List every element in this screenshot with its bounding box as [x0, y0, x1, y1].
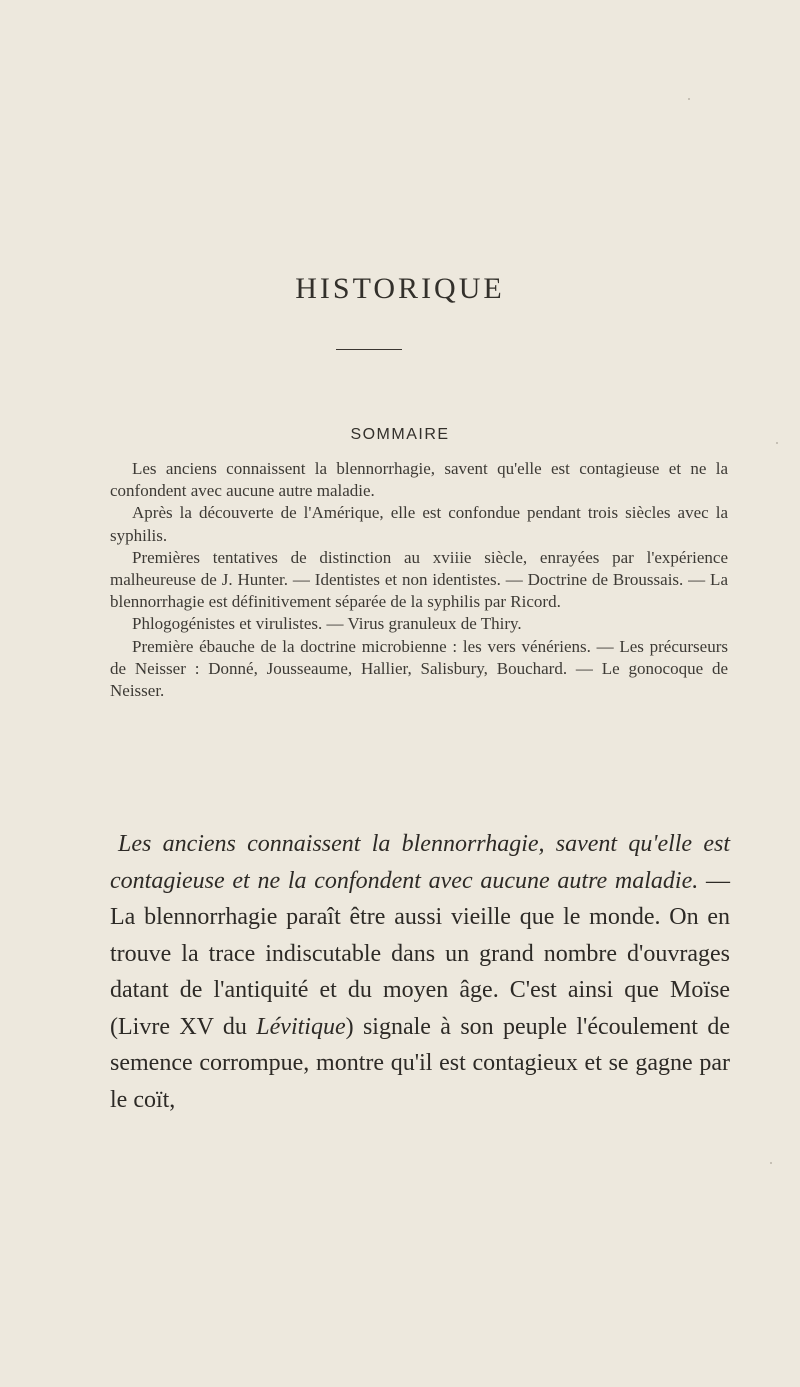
summary-heading: SOMMAIRE	[350, 426, 450, 443]
summary-block	[110, 458, 728, 702]
book-reference: Lévitique	[256, 1013, 346, 1040]
italic-lead: Les anciens connaissent la blennorrhagie, savent qu'elle est contagieuse et ne la confondent avec aucune autre maladie.	[110, 831, 730, 894]
title-divider	[336, 349, 402, 350]
body-text-part: ) signale à son peuple l'écoulement de semence corrompue, montre qu'il est contagieux et se gagne par le coït,	[110, 1013, 730, 1113]
body-text-part: — La blennorrhagie paraît être aussi vieille que le monde. On en trouve la trace indiscutable dans un grand nombre d'ouvrages datant de l'antiquité et du moyen âge. C'est ainsi que Moïse (Livre XV du	[110, 867, 731, 1040]
paper-speck	[688, 98, 690, 100]
summary-paragraph: Premières tentatives de distinction au xviiie siècle, enrayées par l'expérience malheureuse de J. Hunter. — Identistes et non identistes. — Doctrine de Broussais. — La blennorrhagie est définitivement séparée de la syphilis par Ricord.	[110, 547, 728, 612]
summary-paragraph: Première ébauche de la doctrine microbienne : les vers vénériens. — Les précurseurs de Neisser : Donné, Jousseaume, Hallier, Salisbury, Bouchard. — Le gonocoque de Neisser.	[110, 636, 728, 701]
paper-speck	[770, 1162, 772, 1164]
summary-paragraph: Après la découverte de l'Amérique, elle est confondue pendant trois siècles avec la syphilis.	[110, 503, 728, 545]
body-text	[110, 826, 730, 1118]
summary-paragraph: Les anciens connaissent la blennorrhagie, savent qu'elle est contagieuse et ne la confondent avec aucune autre maladie.	[110, 459, 728, 501]
chapter-title: HISTORIQUE	[295, 272, 505, 305]
summary-paragraph: Phlogogénistes et virulistes. — Virus granuleux de Thiry.	[132, 614, 522, 634]
body-paragraph	[110, 826, 730, 1118]
